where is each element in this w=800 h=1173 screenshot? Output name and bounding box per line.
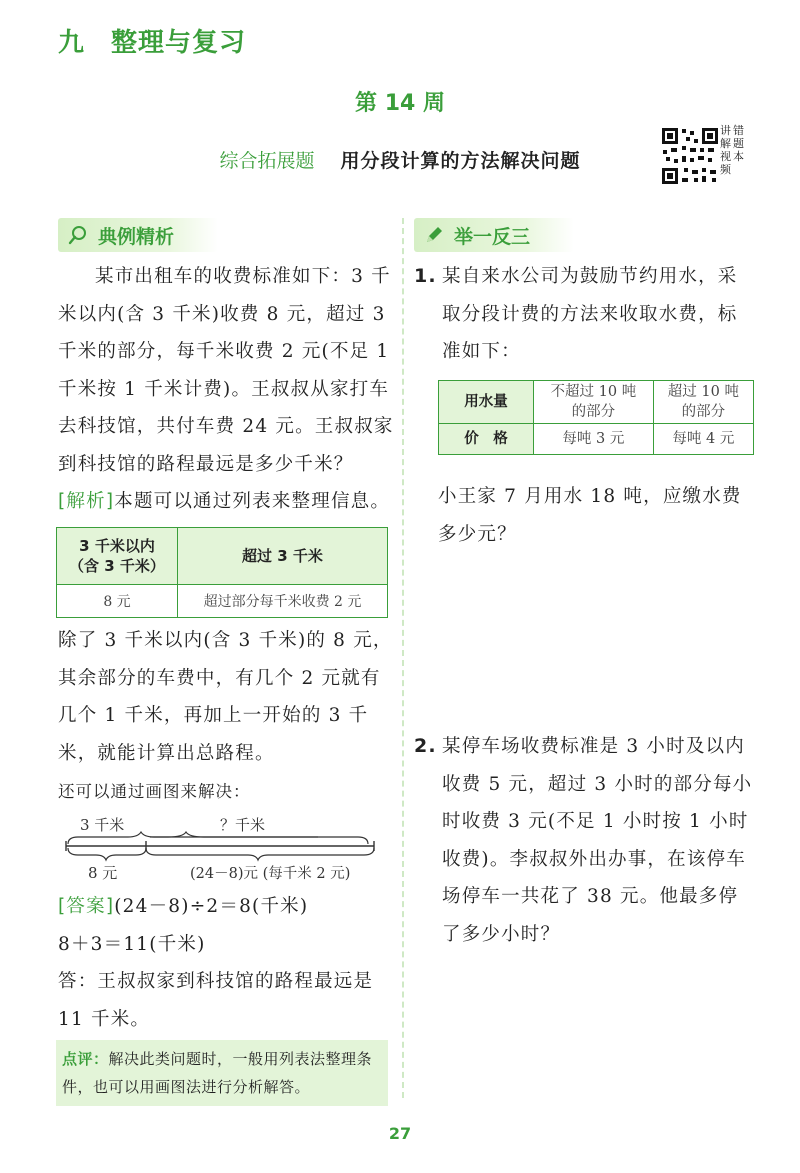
question-2	[414, 728, 754, 953]
question-2-text: 某停车场收费标准是 3 小时及以内收费 5 元，超过 3 小时的部分每小时收费 3 元(不足 1 小时按 1 小时收费)。李叔叔外出办事，在该停车场停车一共花了 38 元。他最多停了多少小时？	[442, 736, 753, 945]
question-1-text: 某自来水公司为鼓励节约用水，采取分段计费的方法来收取水费，标准如下：	[442, 266, 738, 362]
pencil-icon	[422, 223, 446, 247]
water-table-cell: 不超过 10 吨 的部分	[534, 381, 654, 424]
comment-box	[56, 1040, 388, 1106]
analysis2-text: 除了 3 千米以内(含 3 千米)的 8 元，其余部分的车费中，有几个 2 元就有几个 1 千米，再加上一开始的 3 千米，就能计算出总路程。	[58, 630, 393, 764]
analysis-line	[58, 483, 394, 521]
water-table-cell: 每吨 4 元	[653, 424, 753, 455]
analysis-tag: [解析]	[58, 491, 115, 512]
chapter-number: 九	[58, 28, 86, 58]
example-problem	[58, 258, 394, 521]
problem-text: 某市出租车的收费标准如下：3 千米以内(含 3 千米)收费 8 元，超过 3 千米的部分，每千米收费 2 元(不足 1 千米按 1 千米计费)。王叔叔从家打车去科技馆，共付车费 24 元。王叔叔家到科技馆的路程最远是多少千米？	[58, 266, 394, 475]
comment-text: 解决此类问题时，一般用列表法整理条件，也可以用画图法进行分析解答。	[62, 1050, 373, 1096]
fare-table-header: 3 千米以内 （含 3 千米）	[57, 528, 178, 585]
fare-table-cell: 超过部分每千米收费 2 元	[178, 585, 388, 618]
diagram-label-right-top: ？千米	[220, 816, 266, 834]
practice-banner	[414, 218, 574, 252]
chapter-title: 整理与复习	[111, 28, 247, 58]
qr-label-col-2: 错 题 本	[733, 124, 744, 163]
answer-line-3: 答：王叔叔家到科技馆的路程最远是 11 千米。	[58, 971, 374, 1030]
topic-category: 综合拓展题	[219, 150, 315, 172]
answer-line-1: [答案](24－8)÷2＝8(千米)	[58, 896, 309, 917]
page-number: 27	[388, 1124, 412, 1143]
water-table-cell: 每吨 3 元	[534, 424, 654, 455]
question-1-number: 1.	[414, 265, 437, 287]
fare-table	[56, 527, 388, 618]
bottom-brace-right	[146, 848, 374, 860]
analysis-text: 本题可以通过列表来整理信息。	[114, 491, 391, 512]
example-banner	[58, 218, 218, 252]
segment-diagram	[58, 810, 394, 890]
qr-code[interactable]	[660, 126, 720, 186]
water-table-cell: 超过 10 吨 的部分	[653, 381, 753, 424]
diagram-label-left-top: 3 千米	[80, 816, 125, 834]
diagram-label-right-bottom: (24－8)元 (每千米 2 元)	[190, 866, 351, 882]
answer-block	[58, 888, 394, 1038]
water-table-header: 用水量	[439, 381, 534, 424]
diagram-label-left-bottom: 8 元	[88, 864, 118, 882]
practice-banner-label: 举一反三	[454, 225, 531, 248]
fare-table-header: 超过 3 千米	[178, 528, 388, 585]
topic-subject: 用分段计算的方法解决问题	[340, 150, 581, 172]
bottom-brace-left	[68, 848, 146, 860]
week-title: 第 14 周	[355, 91, 445, 116]
comment-label: 点评：	[62, 1050, 109, 1068]
answer-line-2: 8＋3＝11(千米)	[58, 933, 206, 955]
example-banner-label: 典例精析	[98, 225, 175, 248]
diagram-hint: 还可以通过画图来解决：	[58, 782, 251, 801]
fare-table-cell: 8 元	[57, 585, 178, 618]
water-table-header: 价 格	[439, 424, 534, 455]
chapter-heading	[58, 22, 246, 59]
magnifier-icon	[66, 223, 90, 247]
answer-tag: [答案]	[58, 896, 115, 917]
question-2-number: 2.	[414, 735, 437, 757]
qr-label	[720, 124, 750, 184]
column-divider	[402, 218, 404, 1098]
analysis-continued	[58, 622, 394, 772]
water-fee-table	[438, 380, 754, 455]
question-1	[414, 258, 754, 371]
qr-label-col-1: 讲 解 视 频	[720, 124, 731, 176]
question-1-ask: 小王家 7 月用水 18 吨，应缴水费多少元？	[438, 486, 742, 545]
